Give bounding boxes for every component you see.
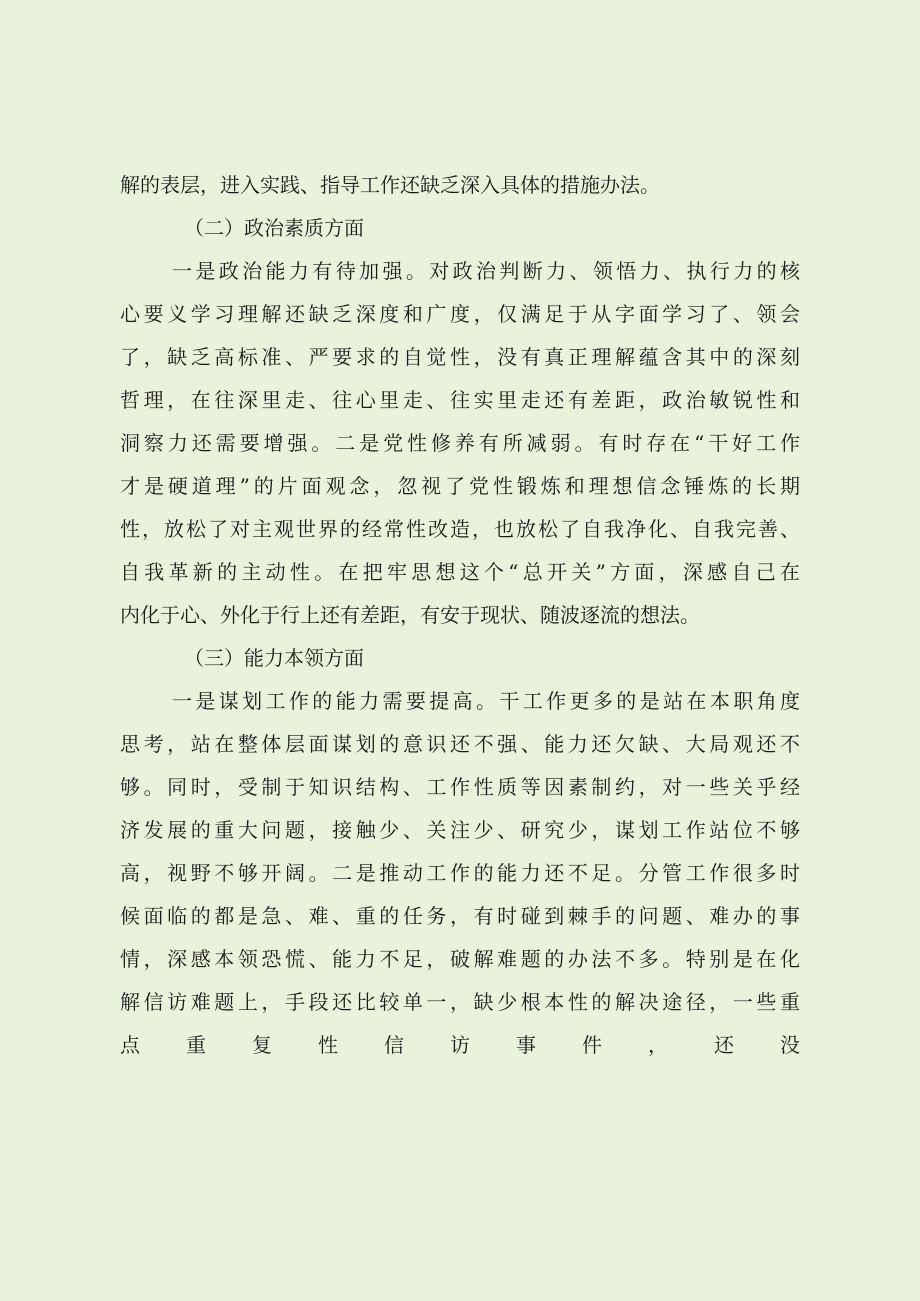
- paragraph-line: 一是谋划工作的能力需要提高。干工作更多的是站在本职角度: [172, 689, 800, 713]
- paragraph-line: 够。同时，受制于知识结构、工作性质等因素制约，对一些关乎经: [120, 775, 800, 799]
- paragraph-line: 一是政治能力有待加强。对政治判断力、领悟力、执行力的核: [172, 259, 800, 283]
- paragraph-line: 性，放松了对主观世界的经常性改造，也放松了自我净化、自我完善、: [120, 517, 800, 541]
- section-heading: （二）政治素质方面: [184, 216, 364, 240]
- paragraph-line: 候面临的都是急、难、重的任务，有时碰到棘手的问题、难办的事: [120, 904, 800, 928]
- paragraph-line: 高，视野不够开阔。二是推动工作的能力还不足。分管工作很多时: [120, 861, 800, 885]
- paragraph-line: 解的表层，进入实践、指导工作还缺乏深入具体的措施办法。: [120, 173, 660, 197]
- section-heading: （三）能力本领方面: [184, 646, 364, 670]
- paragraph-line: 了，缺乏高标准、严要求的自觉性，没有真正理解蕴含其中的深刻: [120, 345, 800, 369]
- paragraph-line: 心要义学习理解还缺乏深度和广度，仅满足于从字面学习了、领会: [120, 302, 800, 326]
- paragraph-line: 自我革新的主动性。在把牢思想这个“总开关”方面，深感自己在: [120, 560, 800, 584]
- paragraph-line: 思考，站在整体层面谋划的意识还不强、能力还欠缺、大局观还不: [120, 732, 800, 756]
- paragraph-line-spread: 点 重 复 性 信 访 事 件 ， 还 没: [120, 1033, 800, 1057]
- paragraph-line: 情，深感本领恐慌、能力不足，破解难题的办法不多。特别是在化: [120, 947, 800, 971]
- paragraph-line: 哲理，在往深里走、往心里走、往实里走还有差距，政治敏锐性和: [120, 388, 800, 412]
- paragraph-line: 才是硬道理”的片面观念，忽视了党性锻炼和理想信念锤炼的长期: [120, 474, 800, 498]
- paragraph-line: 解信访难题上，手段还比较单一，缺少根本性的解决途径，一些重: [120, 990, 800, 1014]
- paragraph-line: 济发展的重大问题，接触少、关注少、研究少，谋划工作站位不够: [120, 818, 800, 842]
- paragraph-line: 洞察力还需要增强。二是党性修养有所减弱。有时存在“干好工作: [120, 431, 800, 455]
- paragraph-line: 内化于心、外化于行上还有差距，有安于现状、随波逐流的想法。: [120, 603, 700, 627]
